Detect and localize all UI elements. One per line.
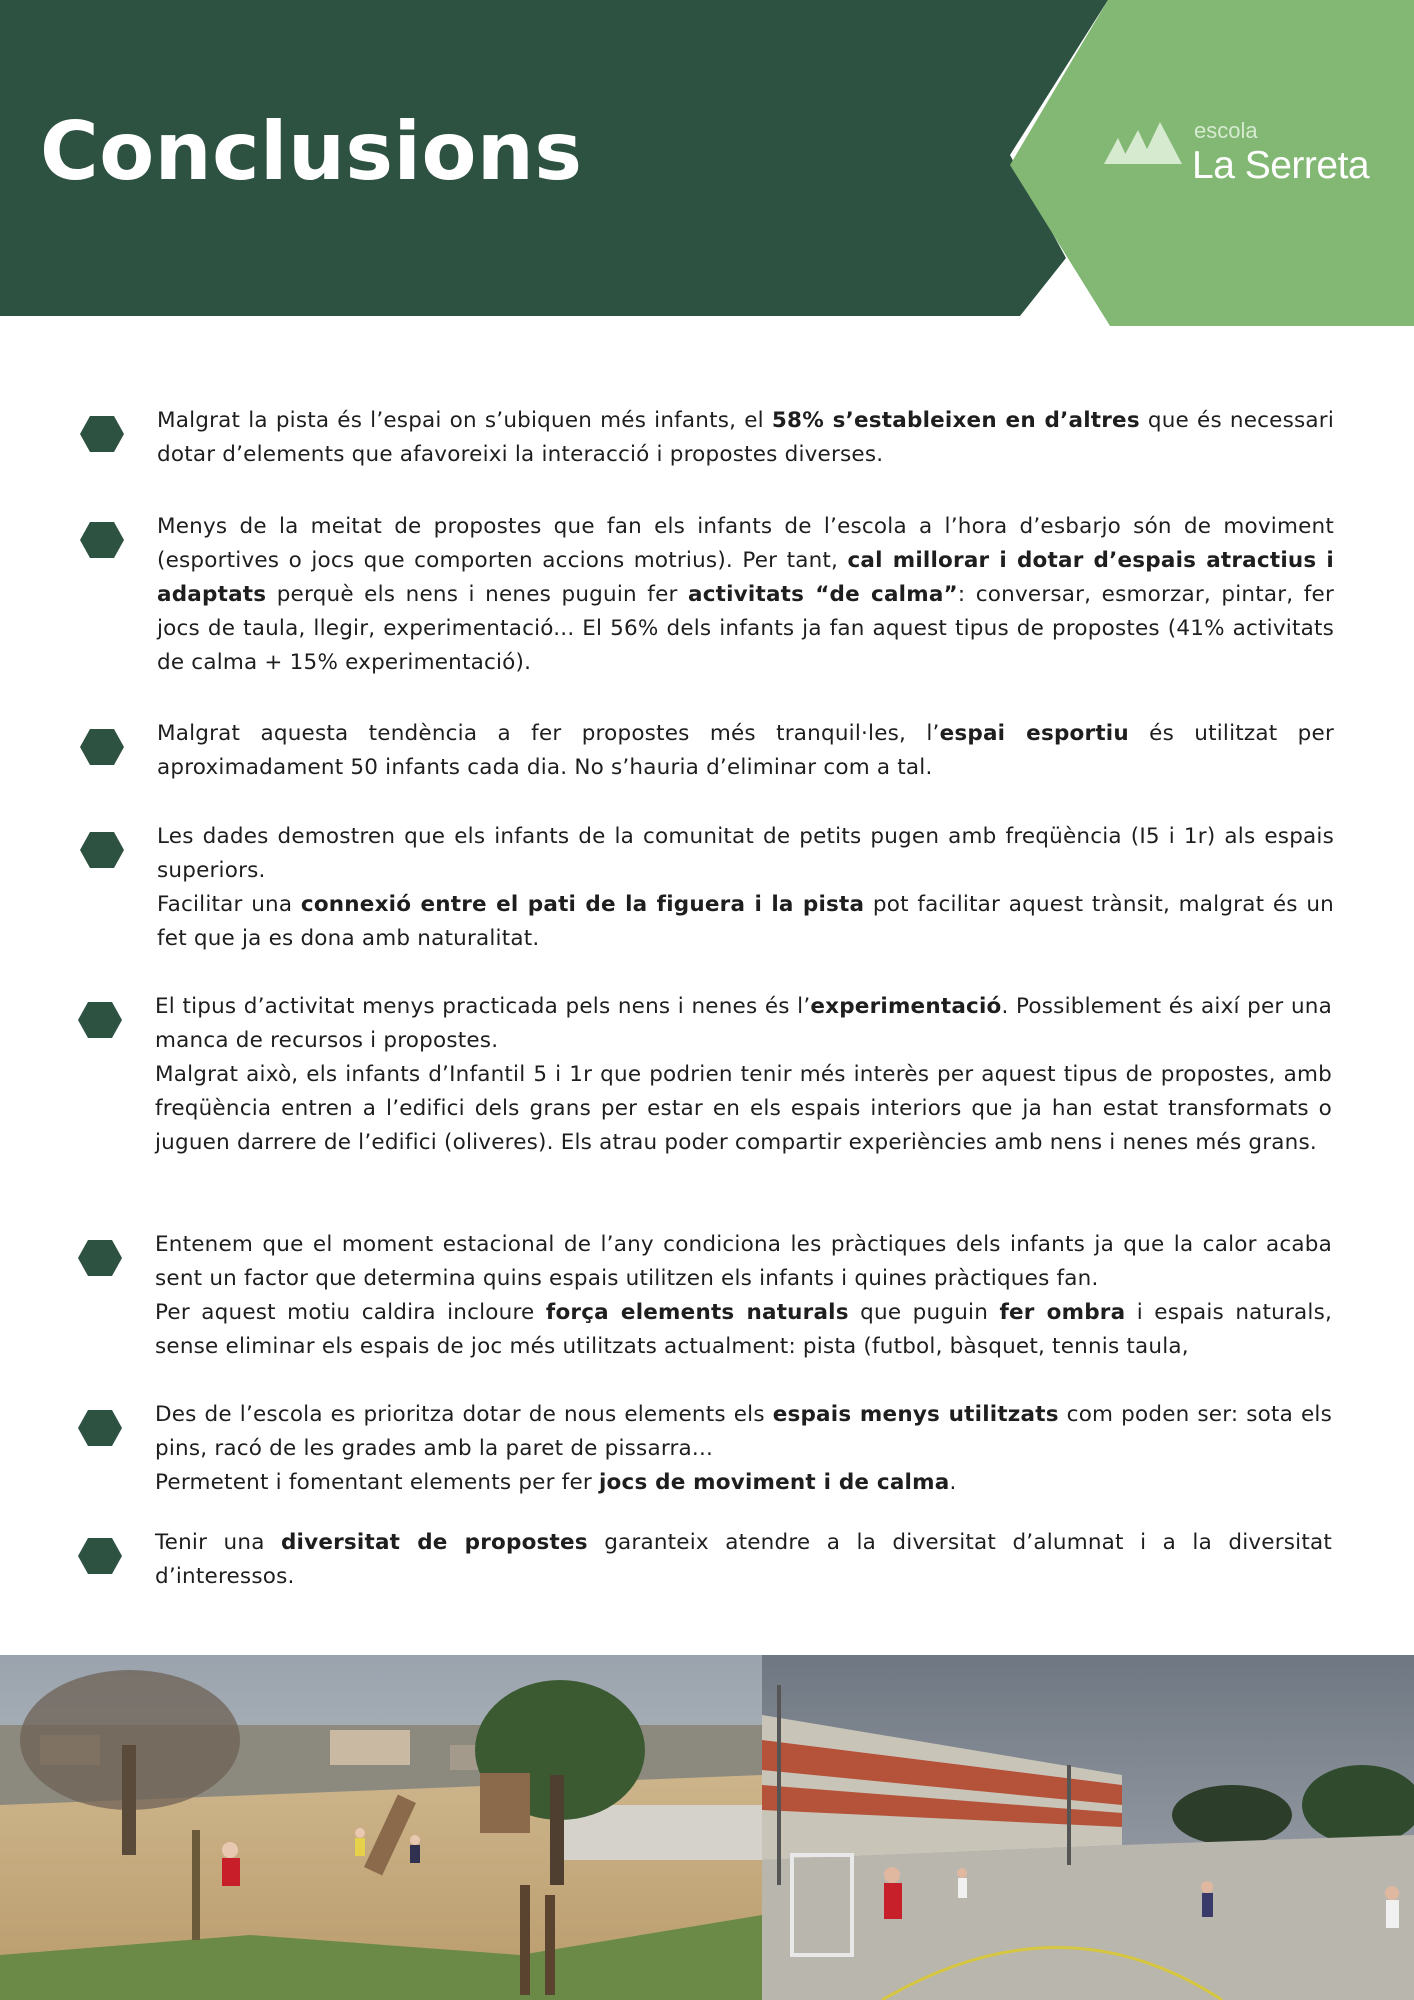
text-run: com poden ser: sota els pins, racó de les grades amb la paret de pissarra...	[155, 1402, 1332, 1461]
text-run: . Possiblement és així per una manca de recursos i propostes.	[155, 994, 1332, 1053]
playground-photo	[0, 1655, 762, 2000]
highlighted-text: espais menys utilitzats	[772, 1402, 1059, 1427]
highlighted-text: activitats “de calma”	[687, 582, 958, 607]
text-run: Les dades demostren que els infants de la comunitat de petits pugen amb freqüència (I5 i 1r) als espais superiors.	[157, 824, 1334, 883]
text-run: garanteix atendre a la diversitat d’alumnat i a la diversitat d’interessos.	[155, 1530, 1332, 1589]
page-title: Conclusions	[40, 105, 583, 198]
highlighted-text: cal millorar i dotar d’espais atractius i adaptats	[157, 548, 1334, 607]
hexagon-bullet-icon	[78, 1410, 122, 1446]
conclusion-text	[155, 1398, 1332, 1500]
hexagon-bullet-icon	[80, 832, 124, 868]
text-run: Malgrat això, els infants d’Infantil 5 i 1r que podrien tenir més interès per aquest tipus de propostes, amb freqüència entren a l’edifici dels grans per estar en els espais interiors que ja han estat transformats o juguen darrere de l’edifici (oliveres). Els atrau poder compartir experiències amb nens i nenes més grans.	[155, 1062, 1332, 1155]
text-run: pot facilitar aquest trànsit, malgrat és un fet que ja es dona amb naturalitat.	[157, 892, 1334, 951]
conclusion-text	[155, 990, 1332, 1160]
text-run: .	[949, 1470, 957, 1495]
text-run: Malgrat la pista és l’espai on s’ubiquen més infants, el	[157, 408, 772, 433]
text-run: Facilitar una	[157, 892, 301, 917]
text-run: perquè els nens i nenes puguin fer	[266, 582, 688, 607]
mountains-logo-icon	[1104, 118, 1182, 164]
conclusion-text	[157, 820, 1334, 956]
text-run: i espais naturals, sense eliminar els espais de joc més utilitzats actualment: pista (futbol, bàsquet, tennis taula,	[155, 1300, 1333, 1359]
sports-court-photo	[762, 1655, 1414, 2000]
highlighted-text: diversitat de propostes	[280, 1530, 588, 1555]
highlighted-text: jocs de moviment i de calma	[598, 1470, 950, 1495]
text-run: Per aquest motiu caldira incloure	[155, 1300, 546, 1325]
text-run: Tenir una	[155, 1530, 281, 1555]
highlighted-text: experimentació	[810, 994, 1002, 1019]
text-run: que puguin	[848, 1300, 1000, 1325]
logo-school-name: La Serreta	[1192, 144, 1370, 187]
hexagon-bullet-icon	[80, 416, 124, 452]
text-run: Permetent i fomentant elements per fer	[155, 1470, 599, 1495]
logo-small-text: escola	[1194, 118, 1258, 143]
highlighted-text: força elements naturals	[545, 1300, 849, 1325]
text-run: que és necessari dotar d’elements que afavoreixi la interacció i propostes diverses.	[157, 408, 1334, 467]
hexagon-bullet-icon	[78, 1240, 122, 1276]
conclusion-text	[155, 1526, 1332, 1594]
text-run: El tipus d’activitat menys practicada pels nens i nenes és l’	[155, 994, 811, 1019]
page-header	[0, 0, 1414, 330]
conclusion-text	[155, 1228, 1332, 1364]
text-run: : conversar, esmorzar, pintar, fer jocs de taula, llegir, experimentació... El 56% dels infants ja fan aquest tipus de propostes (41% activitats de calma + 15% experimentació).	[157, 582, 1334, 675]
text-run: Menys de la meitat de propostes que fan els infants de l’escola a l’hora d’esbarjo són de moviment (esportives o jocs que comporten accions motrius). Per tant,	[157, 514, 1334, 573]
hexagon-bullet-icon	[78, 1538, 122, 1574]
hexagon-bullet-icon	[80, 522, 124, 558]
hexagon-bullet-icon	[78, 1002, 122, 1038]
highlighted-text: 58% s’estableixen en d’altres	[771, 408, 1140, 433]
text-run: Des de l’escola es prioritza dotar de nous elements els	[155, 1402, 773, 1427]
conclusion-text	[157, 510, 1334, 680]
text-run: Malgrat aquesta tendència a fer propostes més tranquil·les, l’	[157, 721, 940, 746]
text-run: Entenem que el moment estacional de l’any condiciona les pràctiques dels infants ja que la calor acaba sent un factor que determina quins espais utilitzen els infants i quines pràctiques fan.	[155, 1232, 1332, 1291]
highlighted-text: fer ombra	[999, 1300, 1126, 1325]
text-run: és utilitzat per aproximadament 50 infants cada dia. No s’hauria d’eliminar com a tal.	[157, 721, 1334, 780]
highlighted-text: espai esportiu	[939, 721, 1129, 746]
hexagon-bullet-icon	[80, 729, 124, 765]
conclusion-text	[157, 404, 1334, 472]
highlighted-text: connexió entre el pati de la figuera i la pista	[300, 892, 865, 917]
school-logo	[1104, 118, 1394, 198]
photo-strip	[0, 1655, 1414, 2000]
conclusion-text	[157, 717, 1334, 785]
